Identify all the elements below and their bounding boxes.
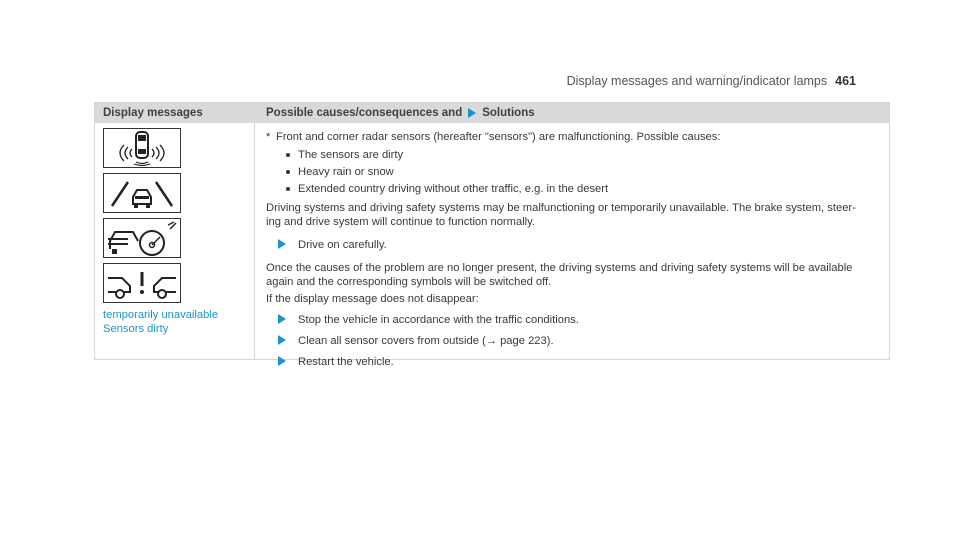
- step-arrow-icon: [278, 356, 286, 366]
- header-title: Display messages and warning/indicator lamps: [566, 74, 828, 88]
- page-header: [567, 74, 856, 88]
- asterisk: *: [266, 131, 271, 143]
- intro-line: [266, 130, 889, 144]
- col2-header-solutions: Solutions: [482, 107, 535, 119]
- message-sensors-dirty: Sensors dirty: [103, 323, 169, 335]
- col2-header-text: Possible causes/consequences and: [266, 107, 463, 119]
- solutions-arrow-icon: [468, 108, 476, 118]
- col-header-causes-solutions: [255, 103, 889, 123]
- car-distance-warning-icon: [103, 263, 181, 303]
- display-messages-table: [94, 102, 890, 368]
- col-header-display-messages: Display messages: [103, 107, 203, 119]
- step-arrow-icon: [278, 335, 286, 345]
- step-clean-sensors: Clean all sensor covers from outside (→ page 223).: [266, 334, 889, 348]
- cause-item: The sensors are dirty: [266, 148, 889, 162]
- car-speedometer-icon: [103, 218, 181, 258]
- page-number: 461: [835, 74, 856, 88]
- step-stop-vehicle: Stop the vehicle in accordance with the traffic conditions.: [266, 313, 889, 327]
- message-temporarily-unavailable: temporarily unavailable: [103, 309, 219, 321]
- step-drive-carefully: Drive on carefully.: [266, 238, 889, 252]
- step-restart-vehicle: Restart the vehicle.: [266, 355, 889, 369]
- step-arrow-icon: [278, 239, 286, 249]
- para2-line2: again and the corresponding symbols will be switched off.: [266, 276, 552, 288]
- para1-line1: Driving systems and driving safety systems may be malfunctioning or temporarily unavailable. The brake system, steer-: [266, 202, 856, 214]
- lane-keeping-car-icon: [103, 173, 181, 213]
- cause-item: Extended country driving without other traffic, e.g. in the desert: [266, 182, 889, 196]
- intro-text: Front and corner radar sensors (hereafter "sensors") are malfunctioning. Possible causes:: [276, 131, 721, 143]
- table-header: [95, 103, 889, 123]
- display-message-cell: [95, 123, 255, 359]
- causes-solutions-cell: [255, 123, 889, 368]
- para1-line2: ing and drive system will continue to function normally.: [266, 216, 536, 228]
- para2-line1: Once the causes of the problem are no longer present, the driving systems and driving safety systems will be available: [266, 262, 853, 274]
- radar-sensor-car-icon: [103, 128, 181, 168]
- cause-item: Heavy rain or snow: [266, 165, 889, 179]
- step-arrow-icon: [278, 314, 286, 324]
- para3: If the display message does not disappear:: [266, 293, 479, 305]
- table-body: [95, 123, 889, 368]
